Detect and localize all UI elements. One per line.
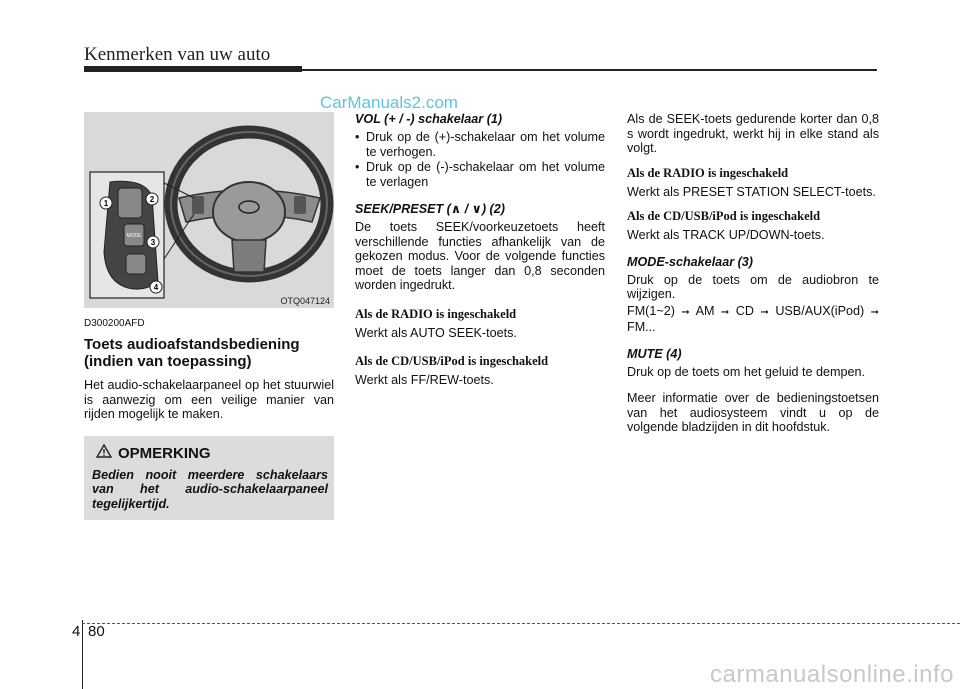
arrow-right-icon: ➞ [870,306,880,318]
note-heading-text: OPMERKING [118,444,211,462]
list-item: • Druk op de (+)-schakelaar om het volume te verhogen. [355,130,605,159]
mode-switch-label: MODE [126,233,142,239]
svg-text:1: 1 [103,199,109,208]
steering-wheel-figure [84,112,334,308]
vol-list [355,130,605,189]
note-box [84,436,334,520]
svg-text:2: 2 [149,195,155,204]
warning-triangle-icon [96,444,112,462]
callout-3 [147,236,159,248]
steering-wheel-illustration [84,112,334,308]
intro-text: Het audio-schakelaarpaneel op het stuurwiel is aanwezig om een veilige manier van rijden mogelijk te maken. [84,378,334,421]
page-divider-horizontal [82,623,960,624]
list-item: • Druk op de (-)-schakelaar om het volume te verlagen [355,160,605,189]
cd-heading: Als de CD/USB/iPod is ingeschakeld [355,354,549,368]
figure-code: OTQ047124 [280,296,330,306]
svg-text:3: 3 [150,238,156,247]
header-bar [84,66,302,72]
header-rule [302,69,877,71]
mute-heading: MUTE (4) [627,346,682,361]
watermark-top[interactable]: CarManuals2.com [320,93,458,112]
cd-heading: Als de CD/USB/iPod is ingeschakeld [627,209,821,223]
cd-text: Werkt als TRACK UP/DOWN-toets. [627,228,825,242]
cd-text: Werkt als FF/REW-toets. [355,373,494,387]
mode-text: Druk op de toets om de audiobron te wijzigen. [627,272,879,301]
right-column [627,112,879,443]
watermark-bottom[interactable]: carmanualsonline.info [710,661,954,688]
middle-column [355,112,605,396]
vol-heading: VOL (+ / -) schakelaar (1) [355,112,503,126]
arrow-right-icon: ➞ [681,306,690,318]
section-title: Toets audioafstandsbediening (indien van toepassing) [84,336,300,370]
radio-text: Werkt als PRESET STATION SELECT-toets. [627,184,876,199]
mode-heading: MODE-schakelaar (3) [627,254,753,269]
seek-heading: SEEK/PRESET (∧ / ∨) (2) [355,202,505,216]
note-heading [96,444,211,462]
mode-sequence: FM(1~2) ➞ AM ➞ CD ➞ USB/AUX(iPod) ➞ FM... [627,303,880,334]
page-divider-vertical [82,620,83,689]
section-code: D300200AFD [84,318,145,329]
callout-1 [100,197,112,209]
left-column [84,112,334,520]
seek-short-intro: Als de SEEK-toets gedurende korter dan 0,8 s wordt ingedrukt, werkt hij in elke stand als volgt. [627,112,879,155]
callout-4 [150,281,162,293]
arrow-right-icon: ➞ [720,306,730,318]
radio-heading: Als de RADIO is ingeschakeld [355,306,517,321]
seek-text: De toets SEEK/voorkeuzetoets heeft verschillende functies afhankelijk van de gekozen modus. Voor de volgende functies moet de toets langer dan 0,8 seconden worden ingedrukt. [355,220,605,292]
more-info-text: Meer informatie over de bedieningstoetsen van het audiosysteem vindt u op de volgende bladzijden in dit hoofdstuk. [627,391,879,434]
radio-heading: Als de RADIO is ingeschakeld [627,165,789,180]
arrow-right-icon: ➞ [760,306,769,318]
mute-text: Druk op de toets om het geluid te dempen. [627,364,866,379]
note-body: Bedien nooit meerdere schakelaars van het audio-schakelaarpaneel tegelijkertijd. [92,467,328,511]
header-title: Kenmerken van uw auto [84,44,271,65]
callout-2 [146,193,158,205]
svg-text:4: 4 [153,283,159,292]
chapter-number: 4 [72,623,81,640]
radio-text: Werkt als AUTO SEEK-toets. [355,325,517,340]
page-number: 80 [88,623,105,640]
